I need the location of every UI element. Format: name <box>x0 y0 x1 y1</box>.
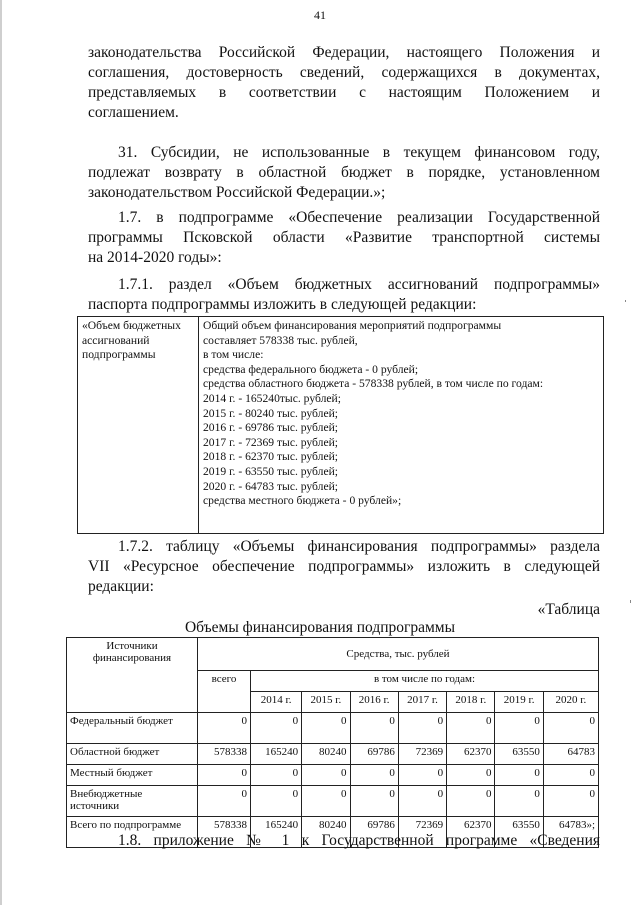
value-cell: 0 <box>350 713 398 744</box>
source-cell: Областной бюджет <box>67 744 198 765</box>
text-line: законодательством Российской Федерации.»; <box>88 184 386 201</box>
value-cell: 0 <box>398 786 446 817</box>
passport-line: 2020 г. - 64783 тыс. рублей; <box>203 479 339 493</box>
text-line: паспорта подпрограммы изложить в следующей редакции: <box>88 296 477 313</box>
value-cell: 62370 <box>447 744 495 765</box>
passport-line: средства местного бюджета - 0 рублей»; <box>203 494 402 508</box>
text-line: редакции: <box>88 578 154 595</box>
passport-line: 2014 г. - 165240тыс. рублей; <box>203 391 341 405</box>
year-header: 2020 г. <box>543 692 598 713</box>
passport-line: 2019 г. - 63550 тыс. рублей; <box>203 464 339 478</box>
text-line: 1.8. приложение № 1 к Государственной программе «Сведения <box>118 832 600 849</box>
paragraph-1-7-1 <box>88 275 600 315</box>
text-line: соглашения, достоверность сведений, содержащихся в документах, <box>88 64 600 81</box>
value-cell: 0 <box>495 786 543 817</box>
paragraph-31 <box>88 143 600 203</box>
passport-line: 2016 г. - 69786 тыс. рублей; <box>203 421 339 435</box>
value-cell: 0 <box>447 765 495 786</box>
passport-line: 2018 г. - 62370 тыс. рублей; <box>203 450 339 464</box>
value-cell: 80240 <box>302 744 350 765</box>
year-header: 2019 г. <box>495 692 543 713</box>
value-cell: 0 <box>495 713 543 744</box>
value-cell: 0 <box>251 765 302 786</box>
table-row <box>67 713 599 744</box>
text-line: 1.7.2. таблицу «Объемы финансирования подпрограммы» раздела <box>118 538 600 555</box>
value-cell: 0 <box>398 713 446 744</box>
total-cell: 0 <box>198 713 251 744</box>
source-cell: Федеральный бюджет <box>67 713 198 744</box>
table-label: «Таблица <box>537 601 600 618</box>
paragraph-1-8 <box>88 831 600 851</box>
year-header: 2018 г. <box>447 692 495 713</box>
text-line: представляемых в соответствии с настоящим Положением и <box>88 84 600 101</box>
value-cell: 0 <box>302 786 350 817</box>
text-line: соглашением. <box>88 104 179 121</box>
passport-label: «Объем бюджетных ассигнований подпрограммы <box>78 317 199 534</box>
value-cell: 0 <box>543 765 598 786</box>
value-cell: 72369 <box>398 744 446 765</box>
page-number: 41 <box>314 8 326 22</box>
passport-line: средства областного бюджета - 578338 рублей, в том числе по годам: <box>203 377 544 391</box>
passport-line: Общий объем финансирования мероприятий подпрограммы <box>203 319 502 332</box>
value-cell: 80240 <box>302 817 350 848</box>
text-line: на 2014-2020 годы»: <box>88 249 222 266</box>
passport-line: 2017 г. - 72369 тыс. рублей; <box>203 435 339 449</box>
financing-table <box>66 637 599 848</box>
value-cell: 0 <box>447 713 495 744</box>
text-line: 1.7. в подпрограмме «Обеспечение реализации Государственной <box>118 209 600 226</box>
passport-table <box>77 316 604 534</box>
passport-line: средства федерального бюджета - 0 рублей; <box>203 362 419 376</box>
value-cell: 0 <box>251 713 302 744</box>
value-cell: 63550 <box>495 744 543 765</box>
passport-line: 2015 г. - 80240 тыс. рублей; <box>203 406 339 420</box>
passport-line: в том числе: <box>203 348 264 362</box>
source-cell: Внебюджетные источники <box>67 786 198 817</box>
value-cell: 0 <box>495 765 543 786</box>
paragraph-1-7-2 <box>88 537 600 597</box>
value-cell: 0 <box>447 786 495 817</box>
scan-speck <box>630 600 631 603</box>
year-header: 2016 г. <box>350 692 398 713</box>
source-cell: Местный бюджет <box>67 765 198 786</box>
text-line: законодательства Российской Федерации, настоящего Положения и <box>88 44 600 61</box>
source-cell: Всего по подпрограмме <box>67 817 198 848</box>
value-cell: 64783 <box>543 744 598 765</box>
value-cell: 0 <box>350 786 398 817</box>
year-header: 2014 г. <box>251 692 302 713</box>
total-cell: 578338 <box>198 744 251 765</box>
total-cell: 0 <box>198 765 251 786</box>
table-title: Объемы финансирования подпрограммы <box>184 619 456 636</box>
table-row <box>67 765 599 786</box>
value-cell: 0 <box>350 765 398 786</box>
value-cell: 69786 <box>350 744 398 765</box>
value-cell: 0 <box>398 765 446 786</box>
table-row <box>67 744 599 765</box>
text-line: 1.7.1. раздел «Объем бюджетных ассигнований подпрограммы» <box>118 276 600 293</box>
passport-line: составляет 578338 тыс. рублей, <box>203 333 358 347</box>
text-line: 31. Субсидии, не использованные в текущем финансовом году, <box>118 144 600 161</box>
value-cell: 72369 <box>398 817 446 848</box>
sources-header: Источники финансирования <box>67 638 198 713</box>
years-header: в том числе по годам: <box>251 671 599 692</box>
table-row <box>67 786 599 817</box>
value-cell: 0 <box>302 713 350 744</box>
year-header: 2015 г. <box>302 692 350 713</box>
value-cell: 63550 <box>495 817 543 848</box>
value-cell: 64783»; <box>543 817 598 848</box>
value-cell: 62370 <box>447 817 495 848</box>
paragraph-1-7 <box>88 208 600 268</box>
total-header: всего <box>198 671 251 713</box>
passport-content <box>199 317 604 534</box>
total-cell: 578338 <box>198 817 251 848</box>
value-cell: 69786 <box>350 817 398 848</box>
funds-header: Средства, тыс. рублей <box>198 638 599 671</box>
scan-speck <box>625 300 626 302</box>
scan-edge <box>0 0 2 905</box>
text-line: VII «Ресурсное обеспечение подпрограммы» изложить в следующей <box>88 558 600 575</box>
year-header: 2017 г. <box>398 692 446 713</box>
text-line: программы Псковской области «Развитие транспортной системы <box>88 229 600 246</box>
value-cell: 0 <box>251 786 302 817</box>
value-cell: 165240 <box>251 744 302 765</box>
value-cell: 0 <box>543 786 598 817</box>
value-cell: 0 <box>302 765 350 786</box>
value-cell: 0 <box>543 713 598 744</box>
paragraph-legislation <box>88 43 600 123</box>
text-line: подлежат возврату в областной бюджет в порядке, установленном <box>88 164 600 181</box>
total-cell: 0 <box>198 786 251 817</box>
value-cell: 165240 <box>251 817 302 848</box>
